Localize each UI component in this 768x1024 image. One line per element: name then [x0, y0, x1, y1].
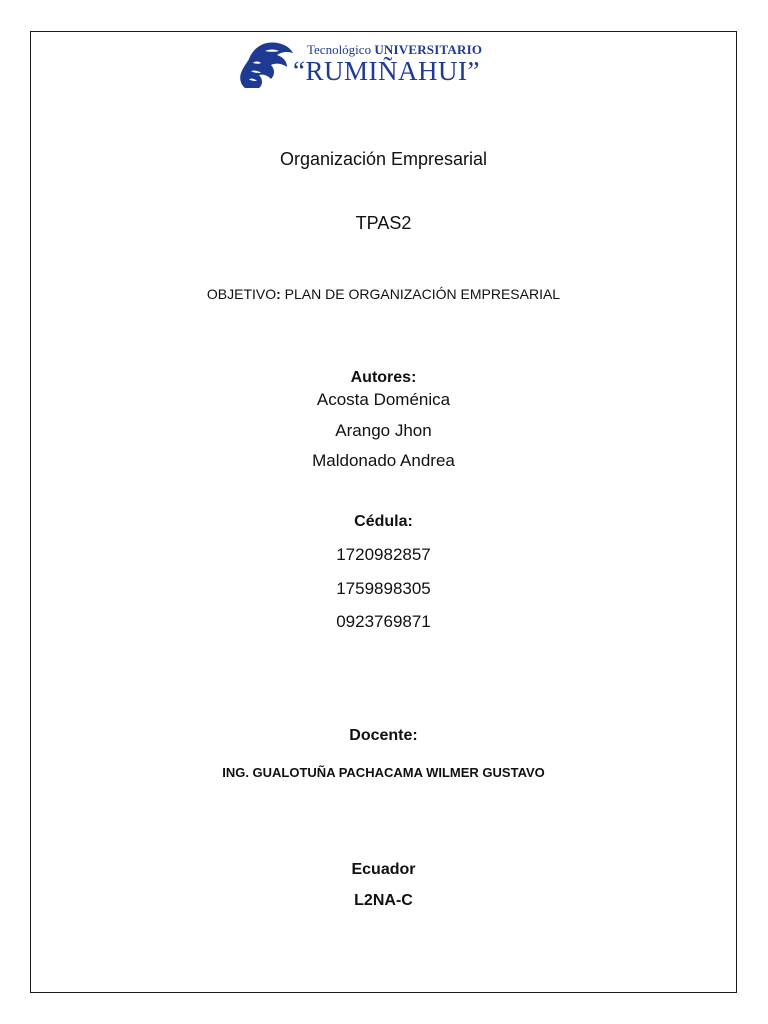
- group-code: L2NA-C: [354, 892, 413, 909]
- objective-text: PLAN DE ORGANIZACIÓN EMPRESARIAL: [280, 286, 561, 302]
- cedula-item: 1759898305: [336, 579, 431, 598]
- docente-heading: Docente:: [349, 727, 418, 744]
- author-item: Arango Jhon: [335, 421, 432, 440]
- country: Ecuador: [351, 861, 416, 878]
- docente-name: ING. GUALOTUÑA PACHACAMA WILMER GUSTAVO: [222, 765, 545, 780]
- objective-line: [31, 286, 736, 302]
- logo-universitario: UNIVERSITARIO: [374, 42, 483, 57]
- author-item: Acosta Doménica: [316, 390, 451, 409]
- logo-name: “RUMIÑAHUI”: [293, 56, 480, 86]
- objective-label: OBJETIVO: [206, 286, 277, 302]
- cedula-item: 0923769871: [336, 612, 431, 631]
- document-page: [30, 31, 737, 993]
- institution-logo: [237, 39, 507, 89]
- author-item: Maldonado Andrea: [312, 451, 455, 470]
- assignment-code: TPAS2: [355, 213, 412, 233]
- cedula-heading: Cédula:: [354, 513, 413, 530]
- subject-title: Organización Empresarial: [279, 149, 488, 169]
- authors-heading: Autores:: [350, 369, 417, 386]
- objective-colon: :: [276, 286, 281, 302]
- logo-prefix: Tecnológico: [307, 42, 375, 57]
- rumiñahui-profile-logo-icon: [237, 41, 295, 89]
- cedula-item: 1720982857: [336, 545, 431, 564]
